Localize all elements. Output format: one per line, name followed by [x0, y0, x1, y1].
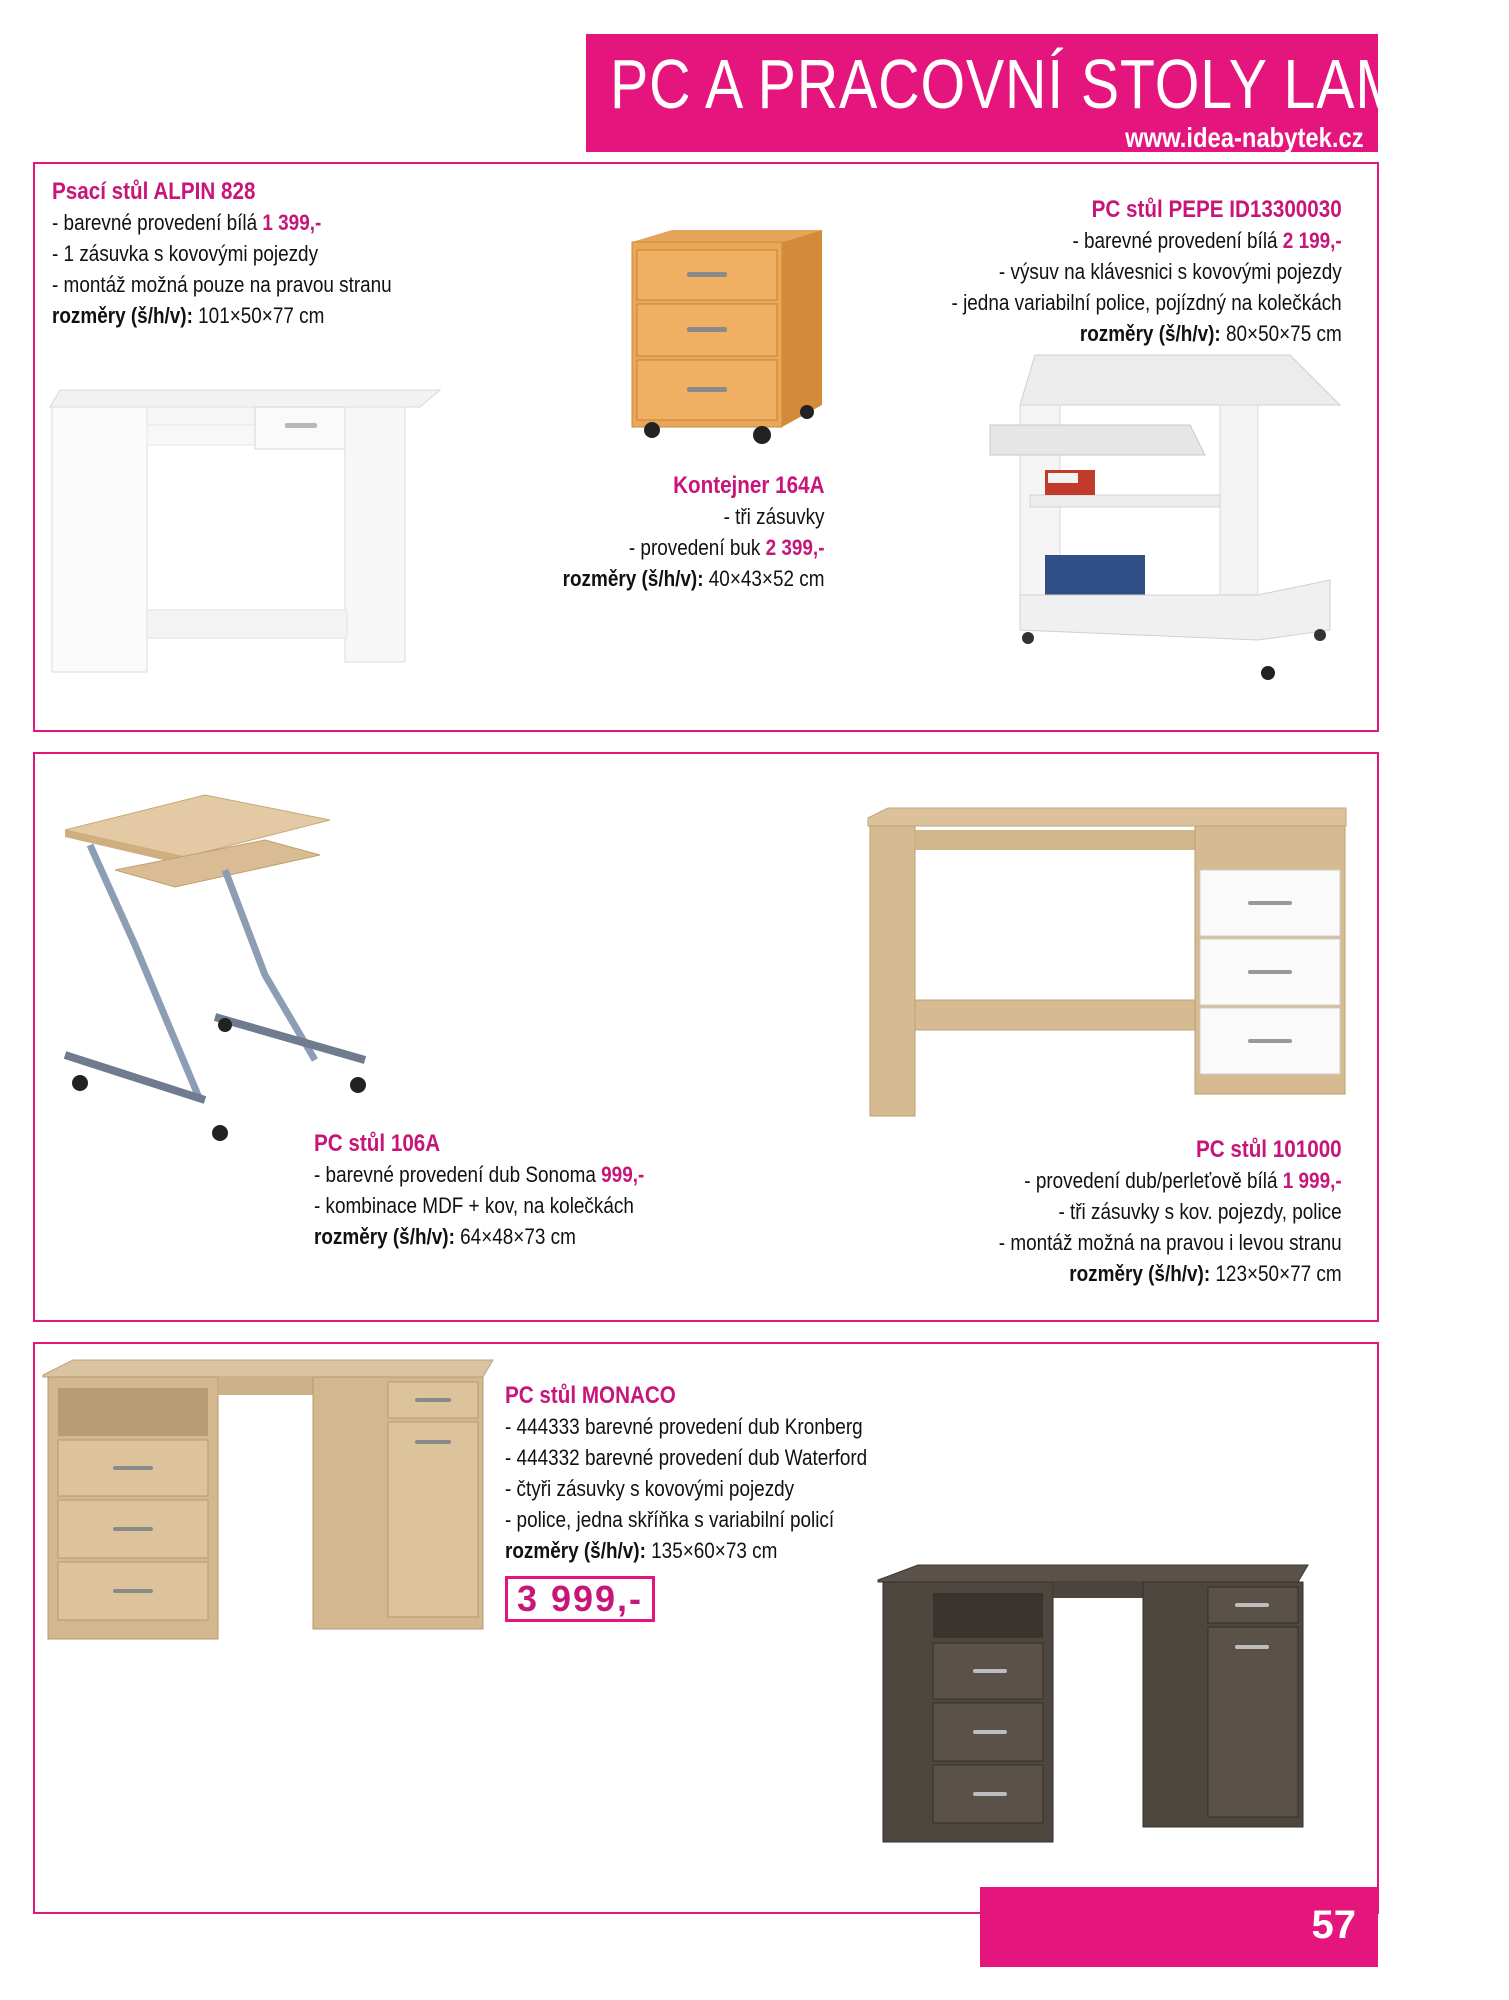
product-name: PC stůl MONACO — [505, 1382, 676, 1409]
product-detail: - barevné provedení bílá — [52, 210, 263, 235]
product-detail: - barevné provedení bílá — [1072, 228, 1284, 253]
pepe-desk-image — [990, 355, 1340, 685]
product-detail: - jedna variabilní police, pojízdný na kolečkách — [951, 290, 1342, 315]
dimensions-label: rozměry (š/h/v): — [562, 566, 704, 591]
product-name: PC stůl 106A — [314, 1130, 441, 1157]
dimensions-value: 64×48×73 cm — [454, 1224, 576, 1249]
product-name: PC stůl 101000 — [1196, 1136, 1342, 1163]
monaco-price-box: 3 999,- — [505, 1576, 655, 1622]
monaco-waterford-image — [878, 1565, 1308, 1847]
product-detail: - provedení dub/perleťově bílá — [1024, 1168, 1284, 1193]
product-detail: - montáž možná na pravou i levou stranu — [999, 1230, 1342, 1255]
monaco-kronberg-image — [43, 1360, 493, 1645]
dimensions-label: rozměry (š/h/v): — [314, 1224, 455, 1249]
product-price: 999,- — [601, 1162, 645, 1187]
product-detail: - 444333 barevné provedení dub Kronberg — [505, 1414, 863, 1439]
dimensions-value: 135×60×73 cm — [645, 1538, 778, 1563]
product-price: 1 999,- — [1283, 1168, 1342, 1193]
product-detail: - police, jedna skříňka s variabilní policí — [505, 1507, 835, 1532]
product-name: Kontejner 164A — [672, 472, 824, 499]
product-alpin — [52, 176, 447, 331]
dimensions-value: 101×50×77 cm — [192, 303, 325, 328]
product-name: Psací stůl ALPIN 828 — [52, 178, 256, 205]
product-101000 — [943, 1134, 1342, 1289]
product-detail: - tři zásuvky — [723, 504, 824, 529]
page-title: PC A PRACOVNÍ STOLY LAMINO — [610, 45, 1509, 123]
product-name: PC stůl PEPE ID13300030 — [1091, 196, 1342, 223]
product-price: 1 399,- — [262, 210, 322, 235]
product-detail: - montáž možná pouze na pravou stranu — [52, 272, 392, 297]
product-kontejner — [520, 470, 825, 594]
product-price: 2 399,- — [765, 535, 824, 560]
website-url[interactable]: www.idea-nabytek.cz — [1125, 122, 1364, 153]
desk-106a-image — [65, 795, 385, 1140]
dimensions-value: 40×43×52 cm — [703, 566, 824, 591]
page-number-badge — [980, 1887, 1378, 1967]
product-detail: - barevné provedení dub Sonoma — [314, 1162, 602, 1187]
desk-101000-image — [868, 808, 1346, 1128]
dimensions-value: 80×50×75 cm — [1221, 321, 1342, 346]
page-number: 57 — [1311, 1903, 1356, 1947]
product-detail: - 1 zásuvka s kovovými pojezdy — [52, 241, 319, 266]
product-detail: - provedení buk — [628, 535, 766, 560]
product-106a — [314, 1128, 698, 1252]
dimensions-label: rozměry (š/h/v): — [1080, 321, 1222, 346]
product-detail: - 444332 barevné provedení dub Waterford — [505, 1445, 868, 1470]
product-detail: - tři zásuvky s kov. pojezdy, police — [1058, 1199, 1342, 1224]
dimensions-label: rozměry (š/h/v): — [505, 1538, 646, 1563]
product-detail: - kombinace MDF + kov, na kolečkách — [314, 1193, 634, 1218]
product-pepe — [888, 194, 1342, 349]
product-detail: - výsuv na klávesnici s kovovými pojezdy — [999, 259, 1342, 284]
page-header — [586, 34, 1509, 153]
alpin-desk-image — [50, 385, 450, 680]
kontejner-image — [632, 230, 822, 445]
dimensions-value: 123×50×77 cm — [1210, 1261, 1342, 1286]
product-price: 2 199,- — [1283, 228, 1342, 253]
product-detail: - čtyři zásuvky s kovovými pojezdy — [505, 1476, 795, 1501]
product-monaco — [505, 1380, 926, 1566]
dimensions-label: rozměry (š/h/v): — [1069, 1261, 1211, 1286]
dimensions-label: rozměry (š/h/v): — [52, 303, 193, 328]
